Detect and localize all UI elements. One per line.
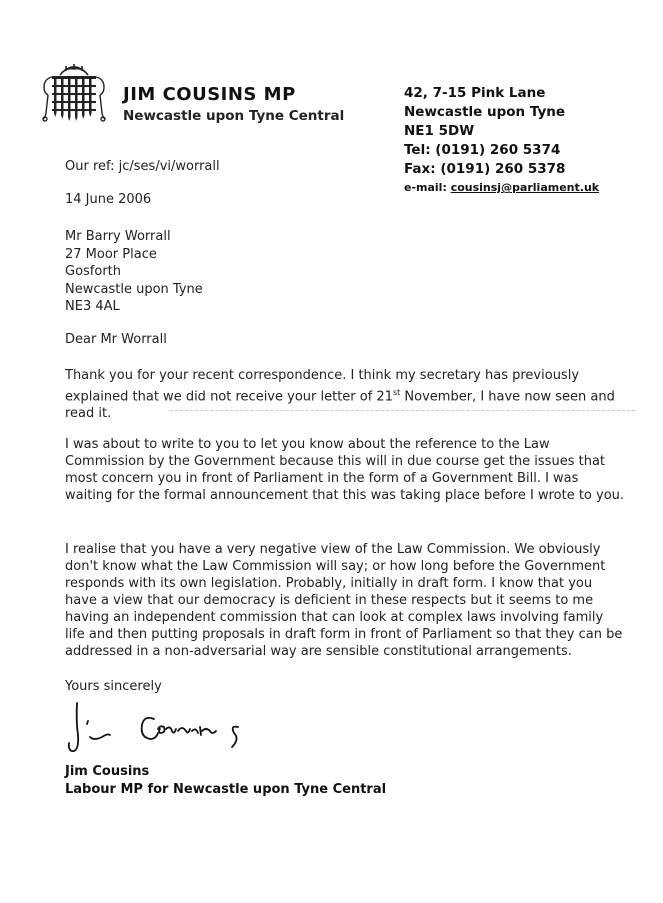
signer-name: Jim Cousins [65, 764, 150, 779]
paragraph-2: I was about to write to you to let you know about the reference to the Law Commission by the Government because this will in due course get the issues that most concern you in front of Parliament in the form of a Government Bill. I was waiting for the formal announcement that this was taking place before I wrote to you. [65, 437, 625, 503]
scan-artifact-line [170, 410, 635, 411]
office-fax: Fax: (0191) 260 5378 [404, 161, 566, 177]
office-address-line1: 42, 7-15 Pink Lane [404, 85, 546, 101]
recipient-street: 27 Moor Place [65, 246, 157, 262]
office-telephone: Tel: (0191) 260 5374 [404, 142, 561, 158]
paragraph-3: I realise that you have a very negative view of the Law Commission. We obviously don't know what the Law Commission will say; or how long before the Government responds with its own legislation. Probably, initially in draft form. I know that you have a view that our democracy is deficient in these respects but it seems to me having an independent commission that can look at complex laws involving family life and then putting proposals in draft form in front of Parliament so that they can be addressed in a non-adversarial way are sensible constitutional arrangements. [65, 542, 623, 659]
office-email [404, 179, 599, 197]
our-reference: Our ref: jc/ses/vi/worrall [65, 159, 220, 174]
recipient-address [65, 228, 203, 316]
portcullis-crest-icon [40, 63, 108, 123]
signer-title: Labour MP for Newcastle upon Tyne Central [65, 782, 387, 797]
paragraph-1-text-b: November, I have now seen and read it. [65, 389, 615, 422]
contact-block [404, 84, 599, 197]
recipient-postcode: NE3 4AL [65, 299, 120, 314]
email-address-link[interactable]: cousinsj@parliament.uk [450, 181, 600, 194]
mp-name: JIM COUSINS MP [123, 84, 296, 105]
closing: Yours sincerely [65, 679, 162, 694]
ordinal-suffix: st [392, 388, 401, 397]
office-address-line2: Newcastle upon Tyne [404, 104, 566, 120]
letter-date: 14 June 2006 [65, 192, 152, 207]
signer-block [65, 763, 386, 799]
office-postcode: NE1 5DW [404, 123, 475, 139]
email-label: e-mail: [404, 181, 451, 194]
salutation: Dear Mr Worrall [65, 332, 167, 347]
paragraph-1 [65, 367, 625, 422]
recipient-city: Newcastle upon Tyne [65, 281, 203, 297]
handwritten-signature [62, 697, 272, 757]
recipient-name: Mr Barry Worrall [65, 229, 171, 244]
recipient-area: Gosforth [65, 264, 122, 279]
paragraph-1-text-a: Thank you for your recent correspondence. I think my secretary has previously explained that we did not receive your letter of 21 [65, 368, 580, 405]
mp-constituency: Newcastle upon Tyne Central [123, 108, 345, 124]
